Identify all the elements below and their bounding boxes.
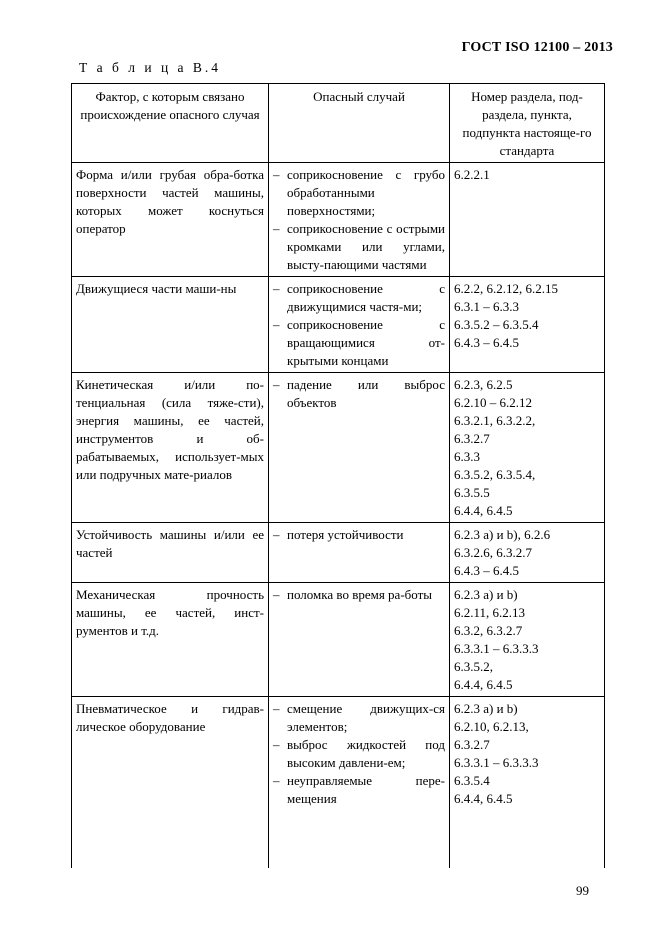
hazard-text: соприкосновение с движущимися частя-ми; bbox=[287, 281, 445, 314]
table-row bbox=[72, 373, 605, 523]
hazard-item bbox=[273, 700, 445, 736]
hazard-item bbox=[273, 220, 445, 274]
hazard-list bbox=[273, 280, 445, 370]
hazard-list bbox=[273, 376, 445, 412]
section-ref: 6.3.2.6, 6.3.2.7 bbox=[454, 545, 532, 560]
hazard-item bbox=[273, 526, 445, 544]
dash-bullet: – bbox=[273, 527, 280, 542]
section-ref: 6.3.3 bbox=[454, 449, 480, 464]
hazard-text: падение или выброс объектов bbox=[287, 377, 445, 410]
table-row bbox=[72, 583, 605, 697]
section-ref: 6.2.3 a) и b) bbox=[454, 587, 518, 602]
section-ref: 6.3.5.2 – 6.3.5.4 bbox=[454, 317, 539, 332]
section-ref: 6.3.5.4 bbox=[454, 773, 490, 788]
section-ref-cell bbox=[450, 163, 605, 277]
section-ref: 6.2.10, 6.2.13, bbox=[454, 719, 529, 734]
table-caption: Т а б л и ц а В.4 bbox=[79, 60, 222, 75]
hazard-cell bbox=[269, 697, 450, 869]
dash-bullet: – bbox=[273, 587, 280, 602]
hazard-text: смещение движущих-ся элементов; bbox=[287, 701, 445, 734]
section-ref: 6.3.1 – 6.3.3 bbox=[454, 299, 519, 314]
hazard-text: соприкосновение с вращающимися от-крытыми концами bbox=[287, 317, 445, 368]
section-ref: 6.2.3 a) и b) bbox=[454, 701, 518, 716]
dash-bullet: – bbox=[273, 773, 280, 788]
table-row bbox=[72, 163, 605, 277]
hazard-item bbox=[273, 280, 445, 316]
section-ref: 6.3.3.1 – 6.3.3.3 bbox=[454, 641, 539, 656]
hazard-item bbox=[273, 376, 445, 412]
table-row bbox=[72, 697, 605, 869]
section-ref: 6.4.3 – 6.4.5 bbox=[454, 563, 519, 578]
section-ref: 6.3.2.7 bbox=[454, 737, 490, 752]
hazard-text: потеря устойчивости bbox=[287, 527, 404, 542]
factor-cell: Кинетическая и/или по-тенциальная (сила тяже-сти), энергия машины, ее частей, инструментов и об-рабатываемых, использует-мых или подручных мате-риалов bbox=[72, 373, 269, 523]
section-ref: 6.2.3 a) и b), 6.2.6 bbox=[454, 527, 551, 542]
factor-cell: Форма и/или грубая обра-ботка поверхности частей машины, которых может коснуться оператор bbox=[72, 163, 269, 277]
hazard-text: соприкосновение с острыми кромками или углами, высту-пающими частями bbox=[287, 221, 445, 272]
page-number: 99 bbox=[576, 883, 589, 898]
standard-header: ГОСТ ISO 12100 – 2013 bbox=[461, 40, 613, 55]
hazard-text: неуправляемые пере-мещения bbox=[287, 773, 445, 806]
dash-bullet: – bbox=[273, 167, 280, 182]
hazard-list bbox=[273, 700, 445, 808]
section-ref: 6.3.2, 6.3.2.7 bbox=[454, 623, 523, 638]
hazard-cell bbox=[269, 163, 450, 277]
hazard-text: соприкосновение с грубо обработанными поверхностями; bbox=[287, 167, 445, 218]
column-header-section: Номер раздела, под-раздела, пункта, подпункта настояще-го стандарта bbox=[450, 84, 605, 163]
table-row bbox=[72, 523, 605, 583]
column-header-hazard: Опасный случай bbox=[269, 84, 450, 163]
table-header-row bbox=[72, 84, 605, 163]
hazard-item bbox=[273, 772, 445, 808]
hazard-cell bbox=[269, 523, 450, 583]
section-ref-cell bbox=[450, 373, 605, 523]
table-body bbox=[72, 163, 605, 869]
hazards-table bbox=[71, 83, 605, 868]
section-ref: 6.4.4, 6.4.5 bbox=[454, 503, 513, 518]
hazard-item bbox=[273, 166, 445, 220]
hazard-item bbox=[273, 736, 445, 772]
hazard-list bbox=[273, 526, 445, 544]
section-ref-cell bbox=[450, 583, 605, 697]
dash-bullet: – bbox=[273, 281, 280, 296]
section-ref: 6.3.5.2, bbox=[454, 659, 493, 674]
hazard-list bbox=[273, 586, 445, 604]
section-ref: 6.3.3.1 – 6.3.3.3 bbox=[454, 755, 539, 770]
section-ref-cell bbox=[450, 523, 605, 583]
factor-cell: Движущиеся части маши-ны bbox=[72, 277, 269, 373]
hazard-item bbox=[273, 586, 445, 604]
dash-bullet: – bbox=[273, 377, 280, 392]
section-ref: 6.4.4, 6.4.5 bbox=[454, 677, 513, 692]
factor-cell: Устойчивость машины и/или ее частей bbox=[72, 523, 269, 583]
dash-bullet: – bbox=[273, 737, 280, 752]
section-ref: 6.3.5.5 bbox=[454, 485, 490, 500]
table-row bbox=[72, 277, 605, 373]
factor-cell: Пневматическое и гидрав-лическое оборудование bbox=[72, 697, 269, 869]
section-ref: 6.2.2.1 bbox=[454, 167, 490, 182]
section-ref-cell bbox=[450, 277, 605, 373]
section-ref: 6.2.10 – 6.2.12 bbox=[454, 395, 532, 410]
section-ref: 6.2.3, 6.2.5 bbox=[454, 377, 513, 392]
hazard-cell bbox=[269, 583, 450, 697]
section-ref: 6.3.5.2, 6.3.5.4, bbox=[454, 467, 536, 482]
hazard-text: выброс жидкостей под высоким давлени-ем; bbox=[287, 737, 445, 770]
section-ref: 6.3.2.1, 6.3.2.2, bbox=[454, 413, 536, 428]
hazard-item bbox=[273, 316, 445, 370]
section-ref: 6.2.11, 6.2.13 bbox=[454, 605, 526, 620]
hazard-text: поломка во время ра-боты bbox=[287, 587, 433, 602]
factor-cell: Механическая прочность машины, ее частей, инст-рументов и т.д. bbox=[72, 583, 269, 697]
section-ref: 6.3.2.7 bbox=[454, 431, 490, 446]
section-ref-cell bbox=[450, 697, 605, 869]
column-header-factor: Фактор, с которым связано происхождение опасного случая bbox=[72, 84, 269, 163]
dash-bullet: – bbox=[273, 221, 280, 236]
dash-bullet: – bbox=[273, 317, 280, 332]
section-ref: 6.4.3 – 6.4.5 bbox=[454, 335, 519, 350]
hazard-cell bbox=[269, 277, 450, 373]
hazard-list bbox=[273, 166, 445, 274]
section-ref: 6.4.4, 6.4.5 bbox=[454, 791, 513, 806]
dash-bullet: – bbox=[273, 701, 280, 716]
hazard-cell bbox=[269, 373, 450, 523]
section-ref: 6.2.2, 6.2.12, 6.2.15 bbox=[454, 281, 558, 296]
